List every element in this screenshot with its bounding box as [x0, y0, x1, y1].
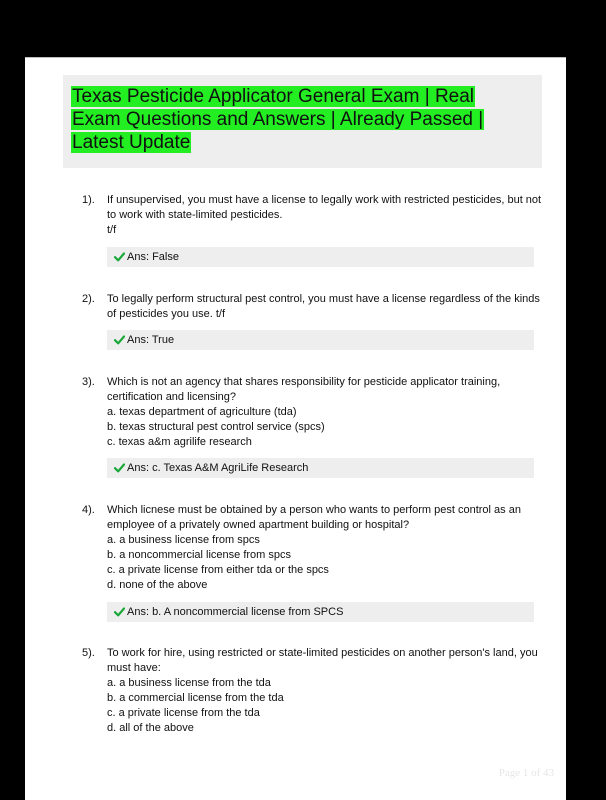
- question-line: t/f: [107, 224, 117, 236]
- title-line-2: Exam Questions and Answers | Already Passed |: [72, 109, 484, 130]
- question-line: b. a commercial license from the tda: [107, 692, 284, 704]
- question-line: b. a noncommercial license from spcs: [107, 549, 292, 561]
- title-panel: [63, 75, 542, 168]
- checkmark-icon: [114, 335, 125, 345]
- question-line: b. texas structural pest control service (spcs): [107, 421, 325, 433]
- title-line-1: Texas Pesticide Applicator General Exam | Real: [72, 86, 475, 107]
- question-line: a. texas department of agriculture (tda): [107, 406, 297, 418]
- question-line: of pesticides you use. t/f: [107, 308, 226, 320]
- question-line: certification and licensing?: [107, 391, 237, 403]
- document-title: [71, 85, 537, 154]
- answer-text: Ans: True: [127, 334, 175, 346]
- question-line: d. all of the above: [107, 722, 194, 734]
- answer-text: Ans: c. Texas A&M AgriLife Research: [127, 462, 309, 474]
- question-text: [107, 292, 540, 322]
- answer-box: [107, 458, 534, 478]
- question-line: To legally perform structural pest control, you must have a license regardless of the kinds: [107, 293, 540, 305]
- question-line: Which is not an agency that shares responsibility for pesticide applicator training,: [107, 376, 501, 388]
- question-number: 2).: [82, 293, 95, 305]
- question-text: [107, 646, 537, 736]
- question-line: d. none of the above: [107, 579, 208, 591]
- question-line: must have:: [107, 662, 161, 674]
- document-page: [25, 57, 566, 800]
- title-line-3: Latest Update: [72, 132, 191, 153]
- question-text: [107, 503, 537, 593]
- question-number: 3).: [82, 376, 95, 388]
- checkmark-icon: [114, 463, 125, 473]
- question-line: a. a business license from spcs: [107, 534, 260, 546]
- page-top-border: [25, 57, 566, 58]
- question-line: To work for hire, using restricted or state-limited pesticides on another person's land, you: [107, 647, 538, 659]
- checkmark-icon: [114, 607, 125, 617]
- question-line: Which licnese must be obtained by a person who wants to perform pest control as an: [107, 504, 521, 516]
- question-number: 1).: [82, 194, 95, 206]
- question-line: employee of a privately owned apartment building or hospital?: [107, 519, 410, 531]
- question-number: 5).: [82, 647, 95, 659]
- question-line: c. a private license from either tda or the spcs: [107, 564, 329, 576]
- question-line: If unsupervised, you must have a license to legally work with restricted pesticides, but not: [107, 194, 542, 206]
- question-number: 4).: [82, 504, 95, 516]
- answer-box: [107, 330, 534, 350]
- question-text: [107, 193, 542, 238]
- question-text: [107, 375, 537, 450]
- question-line: c. a private license from the tda: [107, 707, 260, 719]
- answer-box: [107, 602, 534, 622]
- answer-text: Ans: False: [127, 251, 179, 263]
- question-line: a. a business license from the tda: [107, 677, 271, 689]
- question-line: c. texas a&m agrilife research: [107, 436, 252, 448]
- answer-text: Ans: b. A noncommercial license from SPCS: [127, 606, 344, 618]
- page-number: Page 1 of 43: [498, 767, 554, 779]
- answer-box: [107, 247, 534, 267]
- question-line: to work with state-limited pesticides.: [107, 209, 283, 221]
- checkmark-icon: [114, 252, 125, 262]
